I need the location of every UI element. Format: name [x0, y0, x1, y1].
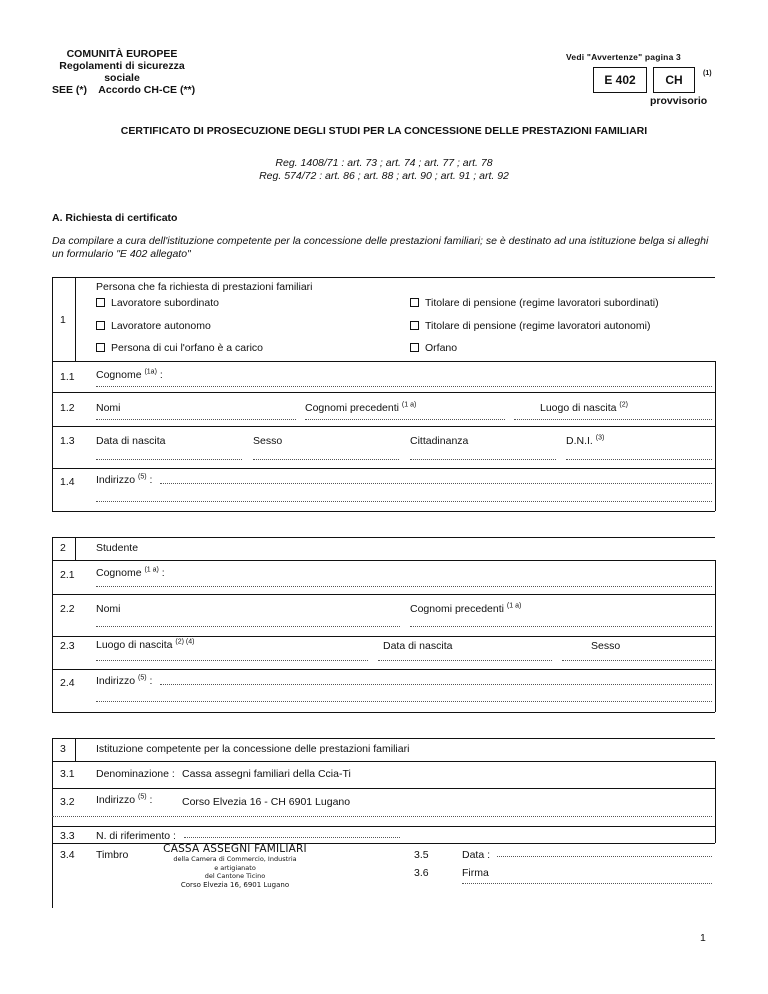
issuer-line-1: COMUNITÀ EUROPEE [66, 48, 178, 60]
part-3-heading: Istituzione competente per la concessione delle prestazioni familiari [96, 743, 410, 755]
student-surname-field[interactable] [96, 585, 712, 587]
student-birthplace-field[interactable] [96, 659, 368, 661]
row-2-3-sex-label: Sesso [591, 640, 621, 652]
institution-address-value: Corso Elvezia 16 - CH 6901 Lugano [182, 796, 351, 808]
part-1-heading: Persona che fa richiesta di prestazioni familiari [96, 281, 313, 293]
student-sex-field[interactable] [562, 659, 712, 661]
row-3-4-label: Timbro [96, 849, 129, 861]
row-2-3-birthplace-label: Luogo di nascita $^{(2) (4)}$ [96, 638, 195, 651]
form-code-box [593, 67, 647, 93]
row-3-1-number: 3.1 [60, 768, 75, 780]
row-2-3-number: 2.3 [60, 640, 75, 652]
row-1-3-number: 1.3 [60, 435, 75, 447]
part-1-number: 1 [60, 314, 66, 326]
row-3-5-label: Data : [462, 849, 491, 861]
row-3-2-number: 3.2 [60, 796, 75, 808]
stamp-line-5: Corso Elvezia 16, 6901 Lugano [180, 880, 290, 889]
issuer-line-3: SEE (*) Accordo CH-CE (**) [52, 84, 196, 96]
checkbox[interactable] [410, 343, 419, 352]
surname-field[interactable] [96, 385, 712, 387]
row-1-2-number: 1.2 [60, 402, 75, 414]
row-1-3-citizenship-label: Cittadinanza [410, 435, 469, 447]
sex-field[interactable] [253, 458, 399, 460]
checkbox[interactable] [96, 343, 105, 352]
option-orphan-guardian[interactable]: Persona di cui l'orfano è a carico [96, 342, 263, 354]
previous-surnames-field[interactable] [305, 418, 505, 420]
country-code-box [653, 67, 695, 93]
institution-name-value: Cassa assegni familiari della Ccia-Ti [182, 768, 351, 780]
date-field[interactable] [497, 855, 712, 857]
country-footnote: (1) [703, 70, 712, 77]
row-3-1-label: Denominazione : [96, 768, 175, 780]
stamp-line-4: del Cantone Ticino [204, 872, 266, 880]
student-address-field-line-1[interactable] [160, 683, 712, 685]
stamp-line-1: CASSA ASSEGNI FAMILIARI [163, 843, 307, 855]
birthdate-field[interactable] [96, 458, 242, 460]
status-label: provvisorio [650, 95, 708, 107]
option-employed[interactable]: Lavoratore subordinato [96, 297, 219, 309]
option-pension-employed[interactable]: Titolare di pensione (regime lavoratori subordinati) [410, 297, 659, 309]
id-number-field[interactable] [566, 458, 712, 460]
stamp-line-2: della Camera di Commercio, Industria [173, 855, 297, 863]
row-3-6-label: Firma [462, 867, 489, 879]
row-1-3-id-label: D.N.I. $^{(3)}$ [566, 434, 605, 447]
row-2-2-number: 2.2 [60, 603, 75, 615]
row-1-1-number: 1.1 [60, 371, 75, 383]
row-3-2-label: Indirizzo $^{(5)}$ : [96, 793, 153, 806]
option-pension-self-employed[interactable]: Titolare di pensione (regime lavoratori autonomi) [410, 320, 650, 332]
address-field-line-1[interactable] [160, 482, 712, 484]
checkbox[interactable] [96, 321, 105, 330]
section-a-heading: A. Richiesta di certificato [52, 212, 178, 224]
row-1-4-number: 1.4 [60, 476, 75, 488]
form-code: E 402 [604, 73, 636, 87]
row-2-3-birthdate-label: Data di nascita [383, 640, 453, 652]
row-3-4-number: 3.4 [60, 849, 75, 861]
row-2-4-label: Indirizzo $^{(5)}$ : [96, 674, 153, 687]
birthplace-field[interactable] [514, 418, 712, 420]
row-2-1-number: 2.1 [60, 569, 75, 581]
row-1-2-names-label: Nomi [96, 402, 121, 414]
issuer-block [52, 48, 196, 96]
row-1-3-birthdate-label: Data di nascita [96, 435, 166, 447]
stamp-line-3: e artigianato [214, 863, 256, 872]
institution-address-field-line-2[interactable] [52, 815, 712, 817]
institution-stamp [160, 843, 310, 889]
document-title: CERTIFICATO DI PROSECUZIONE DEGLI STUDI PER LA CONCESSIONE DELLE PRESTAZIONI FAMILIARI [120, 125, 648, 137]
part-3-number: 3 [60, 743, 66, 755]
student-previous-surnames-field[interactable] [410, 625, 712, 627]
row-1-2-birthplace-label: Luogo di nascita $^{(2)}$ [540, 401, 628, 414]
student-birthdate-field[interactable] [378, 659, 552, 661]
checkbox[interactable] [96, 298, 105, 307]
option-orphan[interactable]: Orfano [410, 342, 457, 354]
names-field[interactable] [96, 418, 296, 420]
row-2-1-label: Cognome $^{(1 a)}$ : [96, 566, 165, 579]
part-2-number: 2 [60, 542, 66, 554]
citizenship-field[interactable] [410, 458, 556, 460]
student-names-field[interactable] [96, 625, 400, 627]
issuer-line-2: Regolamenti di sicurezza sociale [59, 60, 185, 84]
reference-number-field[interactable] [184, 836, 400, 838]
checkbox[interactable] [410, 298, 419, 307]
row-1-3-sex-label: Sesso [253, 435, 283, 447]
row-3-3-number: 3.3 [60, 830, 75, 842]
row-1-1-label: Cognome $^{(1a)}$ : [96, 368, 163, 381]
country-code: CH [665, 73, 683, 87]
row-3-5-number: 3.5 [414, 849, 429, 861]
row-2-2-previous-surnames-label: Cognomi precedenti $^{(1 a)}$ [410, 602, 522, 615]
section-a-note: Da compilare a cura dell'istituzione competente per la concessione delle prestazioni familiari; se è destinato ad una istituzione belga si alleghi un formulario "E 402 allegato" [52, 235, 709, 260]
part-2-heading: Studente [96, 542, 139, 554]
student-address-field-line-2[interactable] [96, 700, 712, 702]
row-3-6-number: 3.6 [414, 867, 429, 879]
regulation-line-2: Reg. 574/72 : art. 86 ; art. 88 ; art. 90 ; art. 91 ; art. 92 [259, 170, 509, 182]
row-2-4-number: 2.4 [60, 677, 75, 689]
address-field-line-2[interactable] [96, 500, 712, 502]
row-1-2-previous-surnames-label: Cognomi precedenti $^{(1 a)}$ [305, 401, 417, 414]
page-number: 1 [700, 932, 706, 944]
option-self-employed[interactable]: Lavoratore autonomo [96, 320, 211, 332]
checkbox[interactable] [410, 321, 419, 330]
row-2-2-names-label: Nomi [96, 603, 121, 615]
row-3-3-label: N. di riferimento : [96, 830, 176, 842]
signature-field[interactable] [462, 882, 712, 884]
row-1-4-label: Indirizzo $^{(5)}$ : [96, 473, 153, 486]
regulation-line-1: Reg. 1408/71 : art. 73 ; art. 74 ; art. 77 ; art. 78 [275, 157, 493, 169]
notice-text: Vedi "Avvertenze" pagina 3 [566, 52, 681, 62]
